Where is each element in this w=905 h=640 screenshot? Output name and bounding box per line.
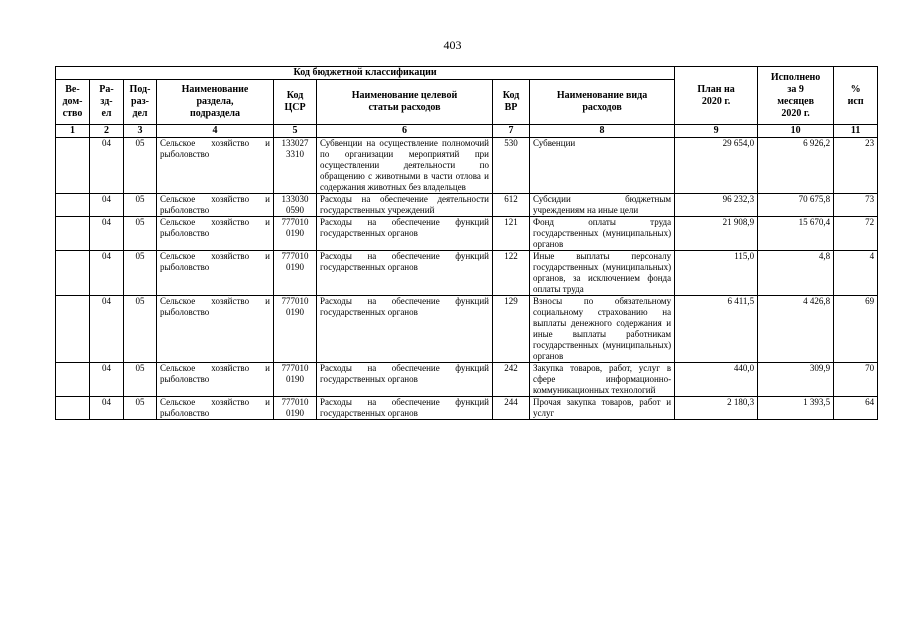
column-number: 6: [317, 125, 493, 138]
csr-cell: 777010 0190: [274, 363, 317, 397]
header-col-9: План на 2020 г.: [675, 67, 758, 125]
podrazdel-cell: 05: [124, 251, 157, 296]
budget-table: [55, 66, 878, 420]
header-col-3: Под- раз- дел: [124, 80, 157, 125]
header-col-2: Ра- зд- ел: [90, 80, 124, 125]
type-name-cell: Взносы по обязательному социальному страхованию на выплаты денежного содержания и иные выплаты работникам государственных (муниципальных) органов: [530, 296, 675, 363]
ved-cell: [56, 296, 90, 363]
podrazdel-cell: 05: [124, 363, 157, 397]
plan-cell: 6 411,5: [675, 296, 758, 363]
header-col-1: Ве- дом- ство: [56, 80, 90, 125]
table-body: [56, 138, 878, 420]
podrazdel-cell: 05: [124, 194, 157, 217]
target-name-cell: Расходы на обеспечение функций государственных органов: [317, 363, 493, 397]
table-row: [56, 363, 878, 397]
column-number: 2: [90, 125, 124, 138]
done-cell: 4,8: [758, 251, 834, 296]
plan-cell: 29 654,0: [675, 138, 758, 194]
plan-cell: 2 180,3: [675, 397, 758, 420]
page-number: 403: [443, 38, 462, 52]
type-name-cell: Субсидии бюджетным учреждениям на иные цели: [530, 194, 675, 217]
target-name-cell: Расходы на обеспечение функций государственных органов: [317, 217, 493, 251]
plan-cell: 440,0: [675, 363, 758, 397]
done-cell: 4 426,8: [758, 296, 834, 363]
razdel-cell: 04: [90, 296, 124, 363]
table-row: [56, 397, 878, 420]
percent-cell: 72: [834, 217, 878, 251]
section-name-cell: Сельское хозяйство и рыболовство: [157, 194, 274, 217]
razdel-cell: 04: [90, 363, 124, 397]
done-cell: 6 926,2: [758, 138, 834, 194]
column-number: 3: [124, 125, 157, 138]
vr-cell: 244: [493, 397, 530, 420]
ved-cell: [56, 217, 90, 251]
table-header: [56, 67, 878, 138]
percent-cell: 69: [834, 296, 878, 363]
csr-cell: 777010 0190: [274, 296, 317, 363]
section-name-cell: Сельское хозяйство и рыболовство: [157, 363, 274, 397]
section-name-cell: Сельское хозяйство и рыболовство: [157, 138, 274, 194]
header-col-11: % исп: [834, 67, 878, 125]
csr-cell: 777010 0190: [274, 397, 317, 420]
csr-cell: 777010 0190: [274, 251, 317, 296]
done-cell: 309,9: [758, 363, 834, 397]
vr-cell: 530: [493, 138, 530, 194]
percent-cell: 23: [834, 138, 878, 194]
section-name-cell: Сельское хозяйство и рыболовство: [157, 296, 274, 363]
csr-cell: 133027 3310: [274, 138, 317, 194]
vr-cell: 242: [493, 363, 530, 397]
target-name-cell: Субвенции на осуществление полномочий по организации мероприятий при осуществлении деятельности по обращению с животными в части отлова и содержания животных без владельцев: [317, 138, 493, 194]
target-name-cell: Расходы на обеспечение функций государственных органов: [317, 296, 493, 363]
type-name-cell: Прочая закупка товаров, работ и услуг: [530, 397, 675, 420]
type-name-cell: Субвенции: [530, 138, 675, 194]
razdel-cell: 04: [90, 397, 124, 420]
plan-cell: 21 908,9: [675, 217, 758, 251]
vr-cell: 612: [493, 194, 530, 217]
razdel-cell: 04: [90, 194, 124, 217]
podrazdel-cell: 05: [124, 217, 157, 251]
type-name-cell: Фонд оплаты труда государственных (муниципальных) органов: [530, 217, 675, 251]
column-number: 10: [758, 125, 834, 138]
percent-cell: 64: [834, 397, 878, 420]
table-row: [56, 217, 878, 251]
target-name-cell: Расходы на обеспечение деятельности государственных учреждений: [317, 194, 493, 217]
type-name-cell: Иные выплаты персоналу государственных (муниципальных) органов, за исключением фонда оплаты труда: [530, 251, 675, 296]
column-number: 7: [493, 125, 530, 138]
column-number: 8: [530, 125, 675, 138]
percent-cell: 70: [834, 363, 878, 397]
column-number: 9: [675, 125, 758, 138]
percent-cell: 4: [834, 251, 878, 296]
table-row: [56, 296, 878, 363]
csr-cell: 777010 0190: [274, 217, 317, 251]
table-row: [56, 194, 878, 217]
done-cell: 70 675,8: [758, 194, 834, 217]
header-col-6: Наименование целевой статьи расходов: [317, 80, 493, 125]
razdel-cell: 04: [90, 217, 124, 251]
column-number: 4: [157, 125, 274, 138]
type-name-cell: Закупка товаров, работ, услуг в сфере информационно-коммуникационных технологий: [530, 363, 675, 397]
done-cell: 15 670,4: [758, 217, 834, 251]
ved-cell: [56, 397, 90, 420]
done-cell: 1 393,5: [758, 397, 834, 420]
header-col-4: Наименование раздела, подраздела: [157, 80, 274, 125]
plan-cell: 96 232,3: [675, 194, 758, 217]
header-group-label: Код бюджетной классификации: [56, 67, 675, 80]
podrazdel-cell: 05: [124, 138, 157, 194]
header-col-7: Код ВР: [493, 80, 530, 125]
header-col-10: Исполнено за 9 месяцев 2020 г.: [758, 67, 834, 125]
section-name-cell: Сельское хозяйство и рыболовство: [157, 251, 274, 296]
table-row: [56, 138, 878, 194]
column-number: 11: [834, 125, 878, 138]
ved-cell: [56, 251, 90, 296]
podrazdel-cell: 05: [124, 296, 157, 363]
table-row: [56, 251, 878, 296]
section-name-cell: Сельское хозяйство и рыболовство: [157, 397, 274, 420]
column-number: 1: [56, 125, 90, 138]
column-number: 5: [274, 125, 317, 138]
razdel-cell: 04: [90, 138, 124, 194]
vr-cell: 121: [493, 217, 530, 251]
percent-cell: 73: [834, 194, 878, 217]
ved-cell: [56, 194, 90, 217]
section-name-cell: Сельское хозяйство и рыболовство: [157, 217, 274, 251]
target-name-cell: Расходы на обеспечение функций государственных органов: [317, 251, 493, 296]
header-col-8: Наименование вида расходов: [530, 80, 675, 125]
target-name-cell: Расходы на обеспечение функций государственных органов: [317, 397, 493, 420]
plan-cell: 115,0: [675, 251, 758, 296]
column-number-row: [56, 125, 878, 138]
vr-cell: 129: [493, 296, 530, 363]
ved-cell: [56, 363, 90, 397]
razdel-cell: 04: [90, 251, 124, 296]
ved-cell: [56, 138, 90, 194]
csr-cell: 133030 0590: [274, 194, 317, 217]
vr-cell: 122: [493, 251, 530, 296]
podrazdel-cell: 05: [124, 397, 157, 420]
header-col-5: Код ЦСР: [274, 80, 317, 125]
